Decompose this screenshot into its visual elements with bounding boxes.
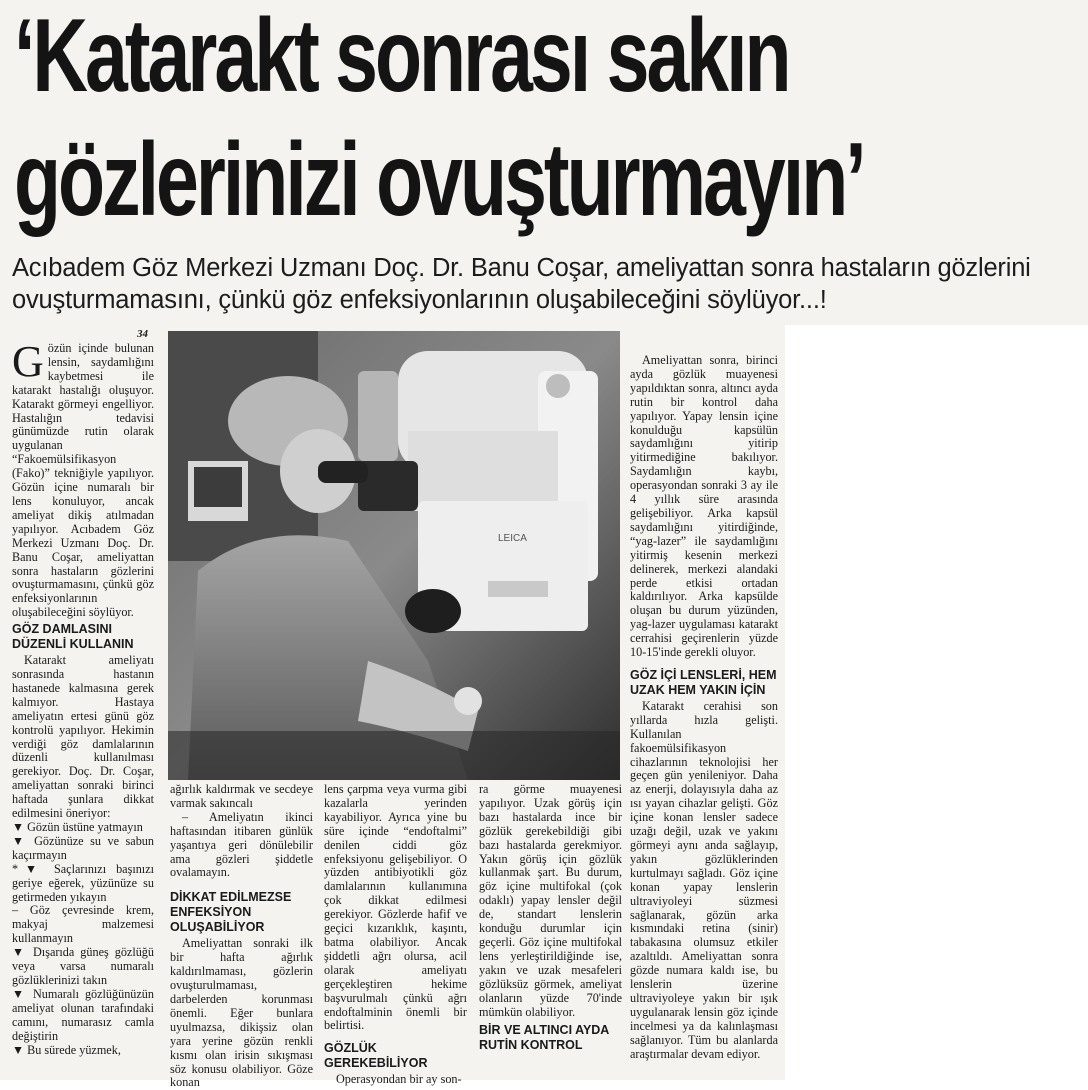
- section-heading: BİR VE ALTINCI AYDA RUTİN KONTROL: [479, 1023, 609, 1053]
- section-heading: GÖZLÜK GEREKEBİLİYOR: [324, 1041, 428, 1071]
- article-column-1: [12, 337, 154, 1057]
- list-item: – Göz çevresinde krem, makyaj malzemesi kullanmayın: [12, 903, 154, 946]
- headline: [14, 0, 864, 242]
- section-heading: DİKKAT EDİLMEZSE ENFEKSİYON OLUŞABİLİYOR: [170, 890, 292, 935]
- paragraph: ağırlık kaldırmak ve secdeye varmak sakıncalı: [170, 782, 313, 810]
- article-column-2: [170, 783, 313, 1090]
- paragraph: ra görme muayenesi yapılıyor. Uzak görüş için bazı hastalarda ince bir gözlük gerekebildiği gibi bazı hastalarda gerekmiyor. Yakın görüş için gözlük kullanmak şart. Bu durum, göz içine multifokal (çok odaklı) yapay lensler değil de, standart lenslerin konduğu durumlar için geçerli. Göz içine multifokal lens yerleştirildiğinde ise, yakın ve uzak mesafeleri gözlüksüz görmek, ameliyat olanların yüzde 70'inde mümkün olabiliyor.: [479, 782, 622, 1019]
- intro-paragraph: [12, 337, 154, 620]
- intro-text: özün içinde bulunan lensin, saydamlığını kaybetmesi ile katarakt hastalığı oluşuyor. Katarakt görmeyi engelliyor. Hastalığın tedavisi günümüzde rutin olarak uygulanan “Fakoemülsifikasyon (Fako)” tekniğiyle yapılıyor. Gözün içine numaralı bir lens konuluyor, ancak ameliyat dikiş atılmadan yapılıyor. Acıbadem Göz Merkezi Uzmanı Doç. Dr. Banu Coşar, ameliyattan sonra hastaların gözlerini ovuşturmamasını, çünkü göz enfeksiyonlarının oluşabileceğini söylüyor.: [12, 341, 154, 620]
- list-item: ▼ Dışarıda güneş gözlüğü veya varsa numaralı gözlüklerinizi takın: [12, 945, 154, 987]
- paragraph: Katarakt cerahisi son yıllarda hızla gelişti. Kullanılan fakoemülsifikasyon cihazlarının teknolojisi her geçen gün yenileniyor. Daha az enerji, dolayısıyla daha az ısı yayan cihazlar gelişti. Göz içine konan lensler sadece uzağı değil, uzak ve yakını görmeyi aynı anda sağlayıp, yakın gözlüklerinden kurtulmayı sağladı. Göz içine konan yapay lenslerin ultraviyoleyi süzmesi sağlanarak, gözün arka kısmındaki retina (sinir) tabakasına olumsuz etkiler azaltıldı. Ameliyattan sonra gözde numara kaldı ise, bu lenslerin üzerine ultraviyoleye yakın bir ışık uygulanarak lensin göz içinde incelmesi ya da kalınlaşması sağlanıyor. Tüm bu alanlarda araştırmalar devam ediyor.: [630, 698, 778, 1061]
- list-item: *▼ Saçlarınızı başınızı geriye eğerek, yüzünüze su getirmeden yıkayın: [12, 861, 154, 904]
- list-item: ▼ Gözün üstüne yatmayın: [12, 820, 143, 834]
- headline-line-2: gözlerinizi ovuşturmayın’: [14, 122, 864, 238]
- paragraph: lens çarpma veya vurma gibi kazalarla yerinden kayabiliyor. Ayrıca yine bu süre içinde “endoftalmi” denilen ciddi göz enfeksiyonu gelişebiliyor. O yüzden antibiyotikli göz damlalarının kullanımına çok dikkat edilmesi gerekiyor. Gözlerde hafif ve geçici kızarıklık, kaşıntı, batma olabiliyor. Ancak şiddetli ağrı olursa, acil olarak ameliyatı gerçekleştiren hekime başvurulmalı çünkü ağrı endoftalminin önemli bir belirtisi.: [324, 782, 467, 1033]
- list-item: ▼ Bu sürede yüzmek,: [12, 1042, 121, 1057]
- page-number: 34: [137, 328, 148, 340]
- surgeon-photo: [168, 331, 620, 780]
- headline-line-1: ‘Katarakt sonrası sakın: [14, 0, 789, 114]
- section-heading: GÖZ İÇİ LENSLERİ, HEM UZAK HEM YAKIN İÇİN: [630, 667, 777, 697]
- section-heading: GÖZ DAMLASINI DÜZENLİ KULLANIN: [12, 622, 134, 652]
- list-item: ▼ Numaralı gözlüğünüzün ameliyat olunan tarafındaki camını, numarasız camla değiştirin: [12, 986, 154, 1043]
- paragraph: – Ameliyatın ikinci haftasından itibaren günlük yaşantıya geri dönülebilir ama gözleri şiddetle ovalamayın.: [170, 809, 313, 880]
- deck-subheadline: Acıbadem Göz Merkezi Uzmanı Doç. Dr. Banu Coşar, ameliyattan sonra hastaların gözlerini ovuşturmamasını, çünkü göz enfeksiyonlarının oluşabileceğini söylüyor...!: [12, 254, 1031, 314]
- article-column-3: [324, 783, 467, 1087]
- microscope-label: LEICA: [498, 533, 527, 544]
- drop-cap: G: [12, 337, 44, 386]
- article-column-4: [479, 783, 622, 1055]
- article-column-5: [630, 354, 778, 1062]
- paragraph: Katarakt ameliyatı sonrasında hastanın hastanede kalmasına gerek kalmıyor. Hastaya ameliyatın ertesi günü göz kontrolü yapılıyor. Hekimin verdiği göz damlalarının düzenli kullanılması gerekiyor. Doç. Dr. Coşar, ameliyattan sonraki birinci haftada şunlara dikkat edilmesini öneriyor:: [12, 653, 154, 821]
- paragraph: Operasyondan bir ay son-: [336, 1072, 462, 1087]
- paragraph: Ameliyattan sonraki ilk bir hafta ağırlık kaldırılmaması, gözlerin ovuşturulmaması, darbelerden korunması önemli. Eğer bunlara uyulmazsa, dikişsiz olan yara yerine gözün renkli kısmı olan irisin sıkışması söz konusu olabiliyor. Göze konan: [170, 936, 313, 1090]
- list-item: ▼ Gözünüze su ve sabun kaçırmayın: [12, 833, 154, 862]
- paragraph: Ameliyattan sonra, birinci ayda gözlük muayenesi yapıldıktan sonra, altıncı ayda rutin bir kontrol daha yapılıyor. Yapay lensin içine konulduğu kapsülün saydamlığını yitirip yitirmediğine bakılıyor. Saydamlığın kaybı, operasyondan sonraki 3 ay ile 4 yıllık süre arasında gelişebiliyor. Arka kapsül saydamlığını yitirdiğinde, “yag-lazer” ile saydamlığını yitirmiş kesenin merkezi delinerek, merkezi alandaki perde etkisi ortadan kaldırılıyor. Arka kapsülde oluşan bu durum yüzünden, yag-lazer uygulaması katarakt cerrahisi geçirenlerin yüzde 10-15'inde gerekli oluyor.: [630, 353, 778, 660]
- microscope-icon: [168, 331, 620, 780]
